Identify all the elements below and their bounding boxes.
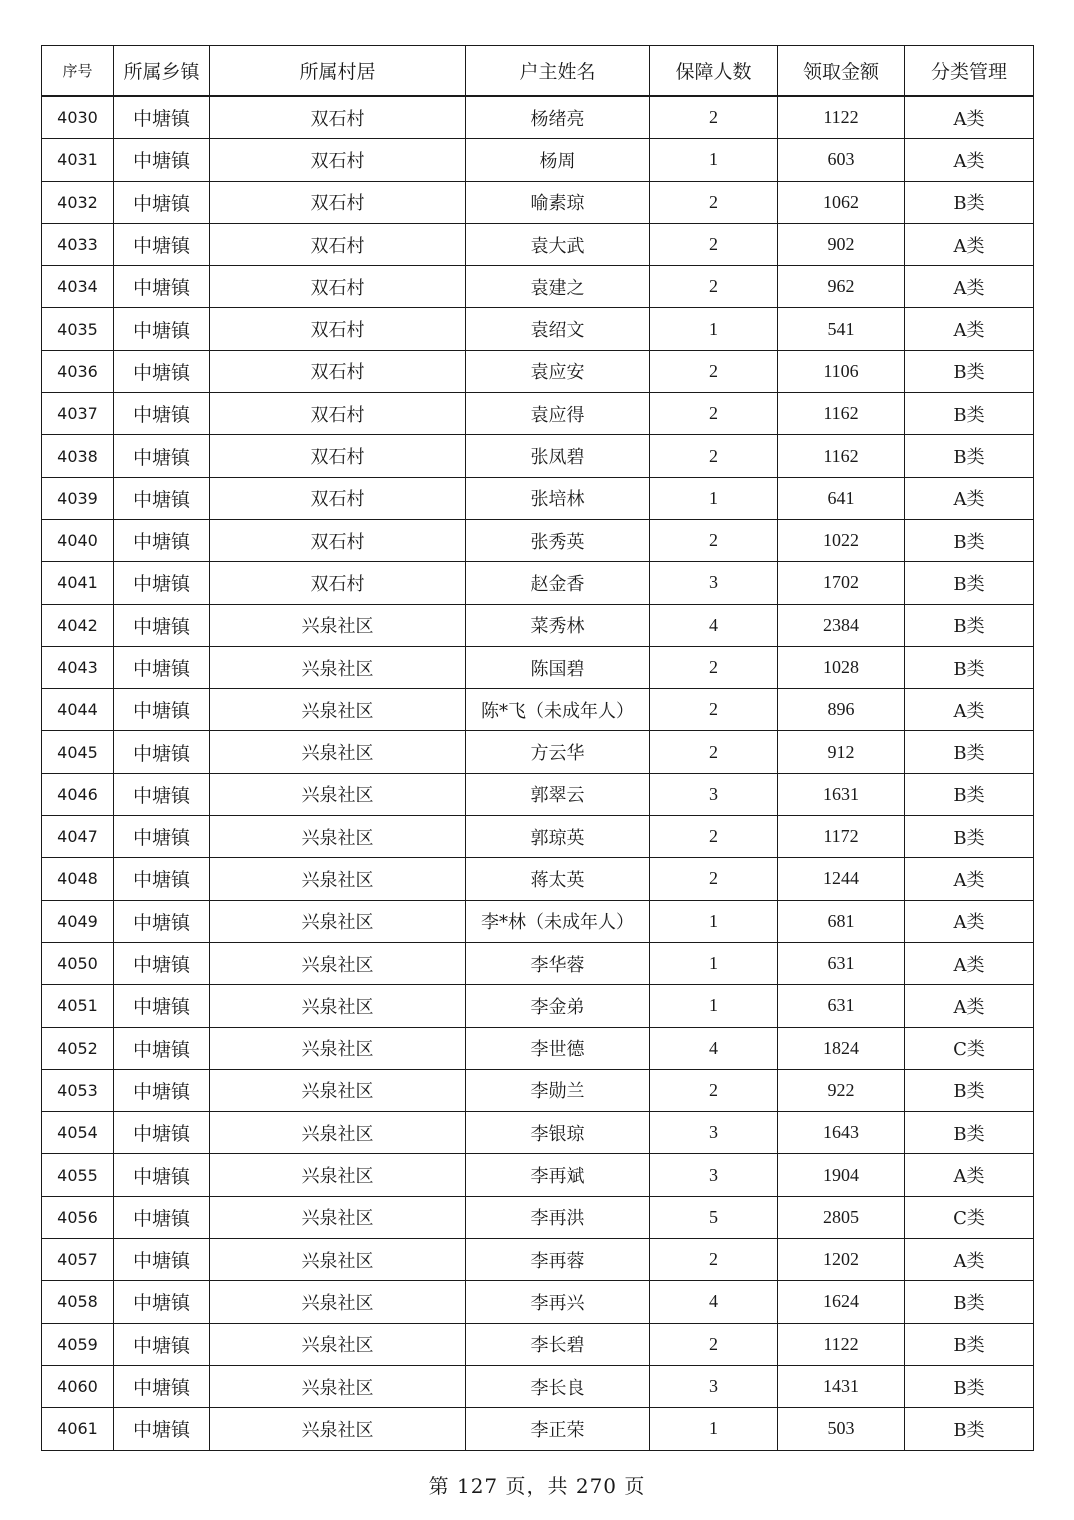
cell-covered-persons: 2 [650, 689, 778, 731]
cell-village: 兴泉社区 [210, 1281, 466, 1323]
cell-town: 中塘镇 [114, 477, 210, 519]
cell-amount: 1172 [778, 816, 905, 858]
table-row [42, 942, 1034, 984]
cell-seq: 4055 [42, 1154, 114, 1196]
cell-category: B类 [905, 1365, 1034, 1407]
table-row [42, 900, 1034, 942]
cell-category: A类 [905, 308, 1034, 350]
cell-village: 兴泉社区 [210, 1069, 466, 1111]
cell-village: 双石村 [210, 562, 466, 604]
cell-village: 兴泉社区 [210, 689, 466, 731]
cell-amount: 962 [778, 266, 905, 308]
table-body [42, 96, 1034, 1450]
relief-roster-table [41, 45, 1034, 1451]
cell-amount: 681 [778, 900, 905, 942]
cell-seq: 4049 [42, 900, 114, 942]
cell-householder: 李银琼 [466, 1112, 650, 1154]
cell-category: A类 [905, 985, 1034, 1027]
table-row [42, 266, 1034, 308]
cell-category: B类 [905, 816, 1034, 858]
cell-seq: 4052 [42, 1027, 114, 1069]
cell-category: B类 [905, 393, 1034, 435]
table-row [42, 1408, 1034, 1450]
cell-category: A类 [905, 858, 1034, 900]
cell-village: 双石村 [210, 350, 466, 392]
cell-category: A类 [905, 1239, 1034, 1281]
cell-town: 中塘镇 [114, 1365, 210, 1407]
table-row [42, 646, 1034, 688]
table-row [42, 393, 1034, 435]
cell-covered-persons: 2 [650, 350, 778, 392]
table-row [42, 604, 1034, 646]
cell-town: 中塘镇 [114, 1112, 210, 1154]
cell-amount: 2805 [778, 1196, 905, 1238]
cell-seq: 4045 [42, 731, 114, 773]
cell-householder: 李世德 [466, 1027, 650, 1069]
cell-householder: 杨绪亮 [466, 96, 650, 139]
table-row [42, 519, 1034, 561]
cell-category: B类 [905, 350, 1034, 392]
cell-householder: 郭琼英 [466, 816, 650, 858]
cell-village: 兴泉社区 [210, 985, 466, 1027]
table-row [42, 1112, 1034, 1154]
cell-householder: 李正荣 [466, 1408, 650, 1450]
table-row [42, 96, 1034, 139]
cell-covered-persons: 2 [650, 731, 778, 773]
cell-town: 中塘镇 [114, 350, 210, 392]
cell-category: A类 [905, 477, 1034, 519]
cell-covered-persons: 3 [650, 1112, 778, 1154]
header-category: 分类管理 [905, 46, 1034, 97]
cell-amount: 1062 [778, 181, 905, 223]
cell-covered-persons: 4 [650, 1027, 778, 1069]
cell-category: C类 [905, 1196, 1034, 1238]
cell-seq: 4040 [42, 519, 114, 561]
cell-amount: 631 [778, 985, 905, 1027]
cell-householder: 喻素琼 [466, 181, 650, 223]
table-row [42, 308, 1034, 350]
cell-category: B类 [905, 519, 1034, 561]
cell-amount: 1028 [778, 646, 905, 688]
cell-amount: 1904 [778, 1154, 905, 1196]
cell-amount: 912 [778, 731, 905, 773]
cell-householder: 李金弟 [466, 985, 650, 1027]
cell-amount: 503 [778, 1408, 905, 1450]
cell-householder: 袁大武 [466, 223, 650, 265]
cell-seq: 4059 [42, 1323, 114, 1365]
cell-village: 兴泉社区 [210, 942, 466, 984]
header-village: 所属村居 [210, 46, 466, 97]
cell-village: 兴泉社区 [210, 1239, 466, 1281]
table-row [42, 1323, 1034, 1365]
cell-village: 兴泉社区 [210, 1323, 466, 1365]
table-row [42, 435, 1034, 477]
cell-covered-persons: 1 [650, 308, 778, 350]
cell-village: 兴泉社区 [210, 646, 466, 688]
table-row [42, 1069, 1034, 1111]
cell-seq: 4036 [42, 350, 114, 392]
relief-roster-sheet [41, 45, 1033, 1451]
cell-amount: 1702 [778, 562, 905, 604]
cell-village: 双石村 [210, 477, 466, 519]
cell-town: 中塘镇 [114, 900, 210, 942]
cell-town: 中塘镇 [114, 1408, 210, 1450]
cell-village: 兴泉社区 [210, 1112, 466, 1154]
table-row [42, 477, 1034, 519]
table-row [42, 181, 1034, 223]
cell-covered-persons: 2 [650, 96, 778, 139]
page-number: 第 127 页，共 270 页 [428, 1474, 646, 1498]
cell-householder: 李再洪 [466, 1196, 650, 1238]
cell-amount: 1162 [778, 393, 905, 435]
cell-householder: 陈国碧 [466, 646, 650, 688]
cell-village: 双石村 [210, 96, 466, 139]
cell-covered-persons: 1 [650, 477, 778, 519]
cell-village: 兴泉社区 [210, 1154, 466, 1196]
cell-amount: 631 [778, 942, 905, 984]
cell-village: 双石村 [210, 223, 466, 265]
cell-covered-persons: 3 [650, 773, 778, 815]
cell-amount: 896 [778, 689, 905, 731]
cell-amount: 902 [778, 223, 905, 265]
cell-category: A类 [905, 1154, 1034, 1196]
cell-village: 兴泉社区 [210, 1408, 466, 1450]
cell-seq: 4041 [42, 562, 114, 604]
cell-covered-persons: 2 [650, 1323, 778, 1365]
cell-category: A类 [905, 942, 1034, 984]
cell-householder: 赵金香 [466, 562, 650, 604]
table-row [42, 1281, 1034, 1323]
table-row [42, 816, 1034, 858]
table-row [42, 139, 1034, 181]
cell-category: A类 [905, 96, 1034, 139]
cell-householder: 郭翠云 [466, 773, 650, 815]
cell-amount: 1162 [778, 435, 905, 477]
cell-amount: 1624 [778, 1281, 905, 1323]
table-row [42, 773, 1034, 815]
cell-covered-persons: 4 [650, 1281, 778, 1323]
table-row [42, 985, 1034, 1027]
cell-amount: 1022 [778, 519, 905, 561]
cell-amount: 1244 [778, 858, 905, 900]
cell-category: B类 [905, 1069, 1034, 1111]
cell-covered-persons: 2 [650, 646, 778, 688]
cell-town: 中塘镇 [114, 1154, 210, 1196]
table-row [42, 1027, 1034, 1069]
cell-category: B类 [905, 1408, 1034, 1450]
cell-town: 中塘镇 [114, 816, 210, 858]
cell-town: 中塘镇 [114, 519, 210, 561]
cell-category: A类 [905, 266, 1034, 308]
cell-seq: 4030 [42, 96, 114, 139]
cell-village: 兴泉社区 [210, 900, 466, 942]
cell-covered-persons: 2 [650, 266, 778, 308]
cell-category: B类 [905, 562, 1034, 604]
cell-householder: 方云华 [466, 731, 650, 773]
cell-village: 兴泉社区 [210, 816, 466, 858]
cell-householder: 李长碧 [466, 1323, 650, 1365]
header-householder: 户主姓名 [466, 46, 650, 97]
cell-seq: 4047 [42, 816, 114, 858]
table-row [42, 1154, 1034, 1196]
cell-covered-persons: 2 [650, 1069, 778, 1111]
cell-householder: 张秀英 [466, 519, 650, 561]
cell-householder: 袁建之 [466, 266, 650, 308]
cell-town: 中塘镇 [114, 266, 210, 308]
cell-householder: 袁绍文 [466, 308, 650, 350]
cell-town: 中塘镇 [114, 731, 210, 773]
cell-village: 双石村 [210, 435, 466, 477]
cell-householder: 李再兴 [466, 1281, 650, 1323]
cell-householder: 杨周 [466, 139, 650, 181]
cell-seq: 4032 [42, 181, 114, 223]
cell-covered-persons: 4 [650, 604, 778, 646]
cell-seq: 4054 [42, 1112, 114, 1154]
cell-village: 双石村 [210, 393, 466, 435]
cell-town: 中塘镇 [114, 1281, 210, 1323]
header-covered-persons: 保障人数 [650, 46, 778, 97]
cell-householder: 李*林（未成年人） [466, 900, 650, 942]
table-header-row [42, 46, 1034, 97]
cell-town: 中塘镇 [114, 1323, 210, 1365]
cell-village: 双石村 [210, 308, 466, 350]
table-row [42, 223, 1034, 265]
cell-village: 兴泉社区 [210, 1196, 466, 1238]
cell-village: 双石村 [210, 519, 466, 561]
cell-covered-persons: 5 [650, 1196, 778, 1238]
cell-covered-persons: 2 [650, 435, 778, 477]
cell-covered-persons: 1 [650, 942, 778, 984]
cell-seq: 4053 [42, 1069, 114, 1111]
cell-category: B类 [905, 646, 1034, 688]
cell-seq: 4046 [42, 773, 114, 815]
cell-amount: 541 [778, 308, 905, 350]
cell-covered-persons: 2 [650, 393, 778, 435]
cell-village: 双石村 [210, 139, 466, 181]
cell-town: 中塘镇 [114, 604, 210, 646]
cell-village: 双石村 [210, 181, 466, 223]
cell-town: 中塘镇 [114, 858, 210, 900]
cell-town: 中塘镇 [114, 1027, 210, 1069]
cell-amount: 1824 [778, 1027, 905, 1069]
cell-category: B类 [905, 1323, 1034, 1365]
cell-amount: 1106 [778, 350, 905, 392]
cell-town: 中塘镇 [114, 1196, 210, 1238]
cell-seq: 4042 [42, 604, 114, 646]
cell-category: B类 [905, 181, 1034, 223]
cell-covered-persons: 1 [650, 900, 778, 942]
cell-seq: 4038 [42, 435, 114, 477]
cell-town: 中塘镇 [114, 773, 210, 815]
cell-covered-persons: 3 [650, 1154, 778, 1196]
cell-village: 兴泉社区 [210, 731, 466, 773]
cell-town: 中塘镇 [114, 393, 210, 435]
cell-amount: 603 [778, 139, 905, 181]
cell-town: 中塘镇 [114, 1239, 210, 1281]
cell-seq: 4058 [42, 1281, 114, 1323]
cell-householder: 菜秀林 [466, 604, 650, 646]
cell-covered-persons: 1 [650, 139, 778, 181]
cell-village: 双石村 [210, 266, 466, 308]
cell-seq: 4051 [42, 985, 114, 1027]
cell-village: 兴泉社区 [210, 1027, 466, 1069]
cell-town: 中塘镇 [114, 96, 210, 139]
cell-householder: 李勋兰 [466, 1069, 650, 1111]
cell-seq: 4031 [42, 139, 114, 181]
cell-covered-persons: 2 [650, 1239, 778, 1281]
cell-category: B类 [905, 1112, 1034, 1154]
cell-householder: 蒋太英 [466, 858, 650, 900]
cell-amount: 1431 [778, 1365, 905, 1407]
cell-category: A类 [905, 689, 1034, 731]
cell-householder: 袁应安 [466, 350, 650, 392]
table-row [42, 562, 1034, 604]
cell-seq: 4035 [42, 308, 114, 350]
cell-town: 中塘镇 [114, 1069, 210, 1111]
cell-amount: 1122 [778, 1323, 905, 1365]
header-town: 所属乡镇 [114, 46, 210, 97]
cell-town: 中塘镇 [114, 562, 210, 604]
cell-town: 中塘镇 [114, 181, 210, 223]
cell-covered-persons: 2 [650, 816, 778, 858]
table-row [42, 350, 1034, 392]
cell-seq: 4060 [42, 1365, 114, 1407]
cell-town: 中塘镇 [114, 308, 210, 350]
cell-householder: 张培林 [466, 477, 650, 519]
cell-amount: 2384 [778, 604, 905, 646]
cell-town: 中塘镇 [114, 435, 210, 477]
cell-category: B类 [905, 604, 1034, 646]
cell-seq: 4033 [42, 223, 114, 265]
cell-category: B类 [905, 435, 1034, 477]
cell-covered-persons: 2 [650, 223, 778, 265]
cell-covered-persons: 2 [650, 181, 778, 223]
cell-covered-persons: 3 [650, 562, 778, 604]
cell-seq: 4044 [42, 689, 114, 731]
table-row [42, 689, 1034, 731]
cell-seq: 4034 [42, 266, 114, 308]
cell-covered-persons: 2 [650, 519, 778, 561]
cell-amount: 1643 [778, 1112, 905, 1154]
cell-category: A类 [905, 223, 1034, 265]
cell-covered-persons: 2 [650, 858, 778, 900]
cell-amount: 641 [778, 477, 905, 519]
cell-amount: 922 [778, 1069, 905, 1111]
cell-householder: 李再斌 [466, 1154, 650, 1196]
cell-village: 兴泉社区 [210, 858, 466, 900]
header-amount: 领取金额 [778, 46, 905, 97]
cell-town: 中塘镇 [114, 689, 210, 731]
cell-householder: 李华蓉 [466, 942, 650, 984]
cell-covered-persons: 1 [650, 985, 778, 1027]
cell-householder: 李长良 [466, 1365, 650, 1407]
table-row [42, 1239, 1034, 1281]
cell-seq: 4043 [42, 646, 114, 688]
cell-seq: 4061 [42, 1408, 114, 1450]
cell-covered-persons: 3 [650, 1365, 778, 1407]
cell-village: 兴泉社区 [210, 773, 466, 815]
cell-category: A类 [905, 139, 1034, 181]
cell-category: C类 [905, 1027, 1034, 1069]
cell-category: B类 [905, 731, 1034, 773]
cell-village: 兴泉社区 [210, 604, 466, 646]
cell-village: 兴泉社区 [210, 1365, 466, 1407]
table-row [42, 1365, 1034, 1407]
table-row [42, 731, 1034, 773]
cell-category: A类 [905, 900, 1034, 942]
cell-town: 中塘镇 [114, 223, 210, 265]
cell-householder: 袁应得 [466, 393, 650, 435]
cell-town: 中塘镇 [114, 985, 210, 1027]
cell-householder: 陈*飞（未成年人） [466, 689, 650, 731]
cell-amount: 1631 [778, 773, 905, 815]
cell-town: 中塘镇 [114, 139, 210, 181]
cell-amount: 1202 [778, 1239, 905, 1281]
cell-amount: 1122 [778, 96, 905, 139]
cell-covered-persons: 1 [650, 1408, 778, 1450]
cell-seq: 4048 [42, 858, 114, 900]
cell-seq: 4057 [42, 1239, 114, 1281]
cell-seq: 4039 [42, 477, 114, 519]
cell-householder: 李再蓉 [466, 1239, 650, 1281]
cell-householder: 张凤碧 [466, 435, 650, 477]
cell-seq: 4050 [42, 942, 114, 984]
cell-category: B类 [905, 1281, 1034, 1323]
cell-category: B类 [905, 773, 1034, 815]
cell-town: 中塘镇 [114, 942, 210, 984]
cell-seq: 4056 [42, 1196, 114, 1238]
header-seq: 序号 [42, 46, 114, 97]
table-row [42, 858, 1034, 900]
cell-town: 中塘镇 [114, 646, 210, 688]
table-row [42, 1196, 1034, 1238]
cell-seq: 4037 [42, 393, 114, 435]
